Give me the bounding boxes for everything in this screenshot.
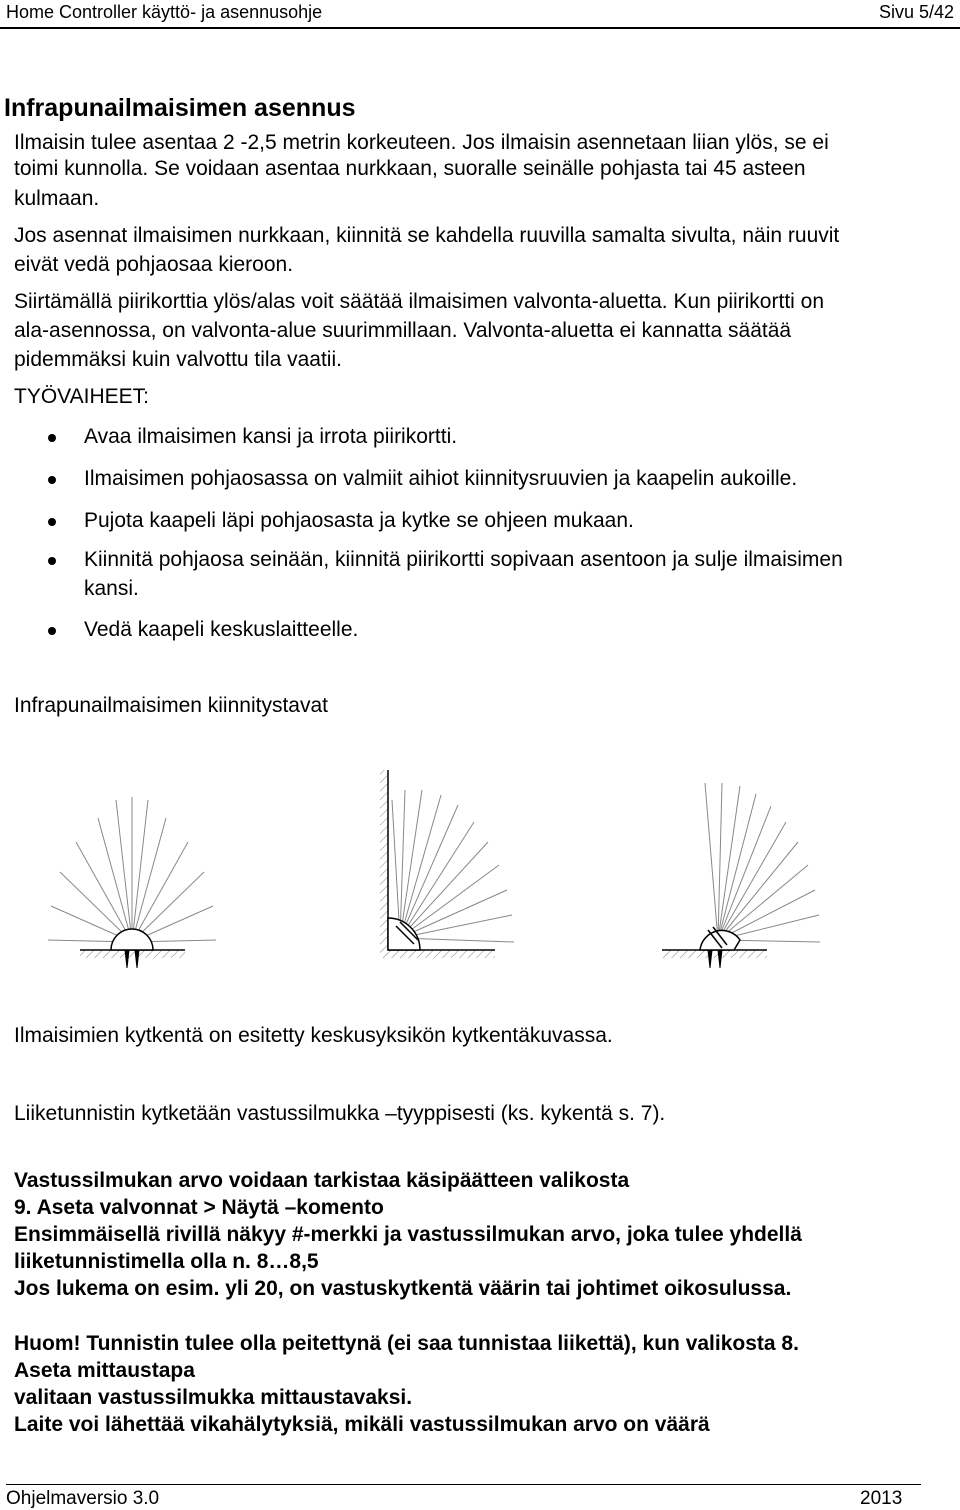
paragraph-3-line-2: ala-asennossa, on valvonta-alue suurimmillaan. Valvonta-aluetta ei kannatta säätää xyxy=(14,319,792,342)
paragraph-1-line-1: Ilmaisin tulee asentaa 2 -2,5 metrin korkeuteen. Jos ilmaisin asennetaan liian ylös, se ei xyxy=(14,131,829,154)
footer-year: 2013 xyxy=(860,1488,903,1509)
section-title: Infrapunailmaisimen asennus xyxy=(4,94,356,122)
bold-line: liiketunnistimella olla n. 8…8,5 xyxy=(14,1250,319,1273)
flat-wall-mount-icon xyxy=(48,797,216,968)
bold-line: 9. Aseta valvonnat > Näytä –komento xyxy=(14,1196,384,1219)
page-number: Sivu 5/42 xyxy=(878,2,954,22)
paragraph-1-line-2: toimi kunnolla. Se voidaan asentaa nurkkaan, suoralle seinälle pohjasta tai 45 asteen xyxy=(14,157,806,180)
bold-line: Ensimmäisellä rivillä näkyy #-merkki ja vastussilmukan arvo, joka tulee yhdellä xyxy=(14,1223,802,1246)
bold-line: Aseta mittaustapa xyxy=(14,1359,195,1382)
bold-line: Vastussilmukan arvo voidaan tarkistaa käsipäätteen valikosta xyxy=(14,1169,630,1192)
paragraph-2-line-1: Jos asennat ilmaisimen nurkkaan, kiinnitä se kahdella ruuvilla samalta sivulta, näin ruuvit xyxy=(14,224,840,247)
bold-line: valitaan vastussilmukka mittaustavaksi. xyxy=(14,1386,413,1409)
corner-mount-icon xyxy=(380,770,514,958)
paragraph-3-line-3: pidemmäksi kuin valvottu tila vaatii. xyxy=(14,348,342,371)
list-item: Pujota kaapeli läpi pohjaosasta ja kytke se ohjeen mukaan. xyxy=(84,509,634,532)
mounting-title: Infrapunailmaisimen kiinnitystavat xyxy=(14,694,328,717)
paragraph-1-line-3: kulmaan. xyxy=(14,187,100,210)
angle-45-mount-icon xyxy=(662,783,820,968)
paragraph-2-line-2: eivät vedä pohjaosaa kieroon. xyxy=(14,253,294,276)
list-item: Avaa ilmaisimen kansi ja irrota piirikortti. xyxy=(84,425,458,448)
document-title: Home Controller käyttö- ja asennusohje xyxy=(6,2,323,22)
footer-divider xyxy=(6,1484,921,1485)
steps-heading: TYÖVAIHEET: xyxy=(14,385,149,408)
bold-line: Jos lukema on esim. yli 20, on vastuskytkentä väärin tai johtimet oikosulussa. xyxy=(14,1277,792,1300)
motion-sensor-note: Liiketunnistin kytketään vastussilmukka –tyyppisesti (ks. kykentä s. 7). xyxy=(14,1102,666,1125)
list-item: Kiinnitä pohjaosa seinään, kiinnitä piirikortti sopivaan asentoon ja sulje ilmaisimen xyxy=(84,548,843,571)
list-item: Ilmaisimen pohjaosassa on valmiit aihiot kiinnitysruuvien ja kaapelin aukoille. xyxy=(84,467,798,490)
paragraph-3-line-1: Siirtämällä piirikorttia ylös/alas voit säätää ilmaisimen valvonta-aluetta. Kun piirikortti on xyxy=(14,290,825,313)
list-item-continuation: kansi. xyxy=(84,577,139,600)
software-version: Ohjelmaversio 3.0 xyxy=(6,1488,160,1509)
bold-line: Laite voi lähettää vikahälytyksiä, mikäli vastussilmukan arvo on väärä xyxy=(14,1413,710,1436)
list-item: Vedä kaapeli keskuslaitteelle. xyxy=(84,618,359,641)
wiring-note: Ilmaisimien kytkentä on esitetty keskusyksikön kytkentäkuvassa. xyxy=(14,1024,613,1047)
bold-line: Huom! Tunnistin tulee olla peitettynä (ei saa tunnistaa liikettä), kun valikosta 8. xyxy=(14,1332,799,1355)
